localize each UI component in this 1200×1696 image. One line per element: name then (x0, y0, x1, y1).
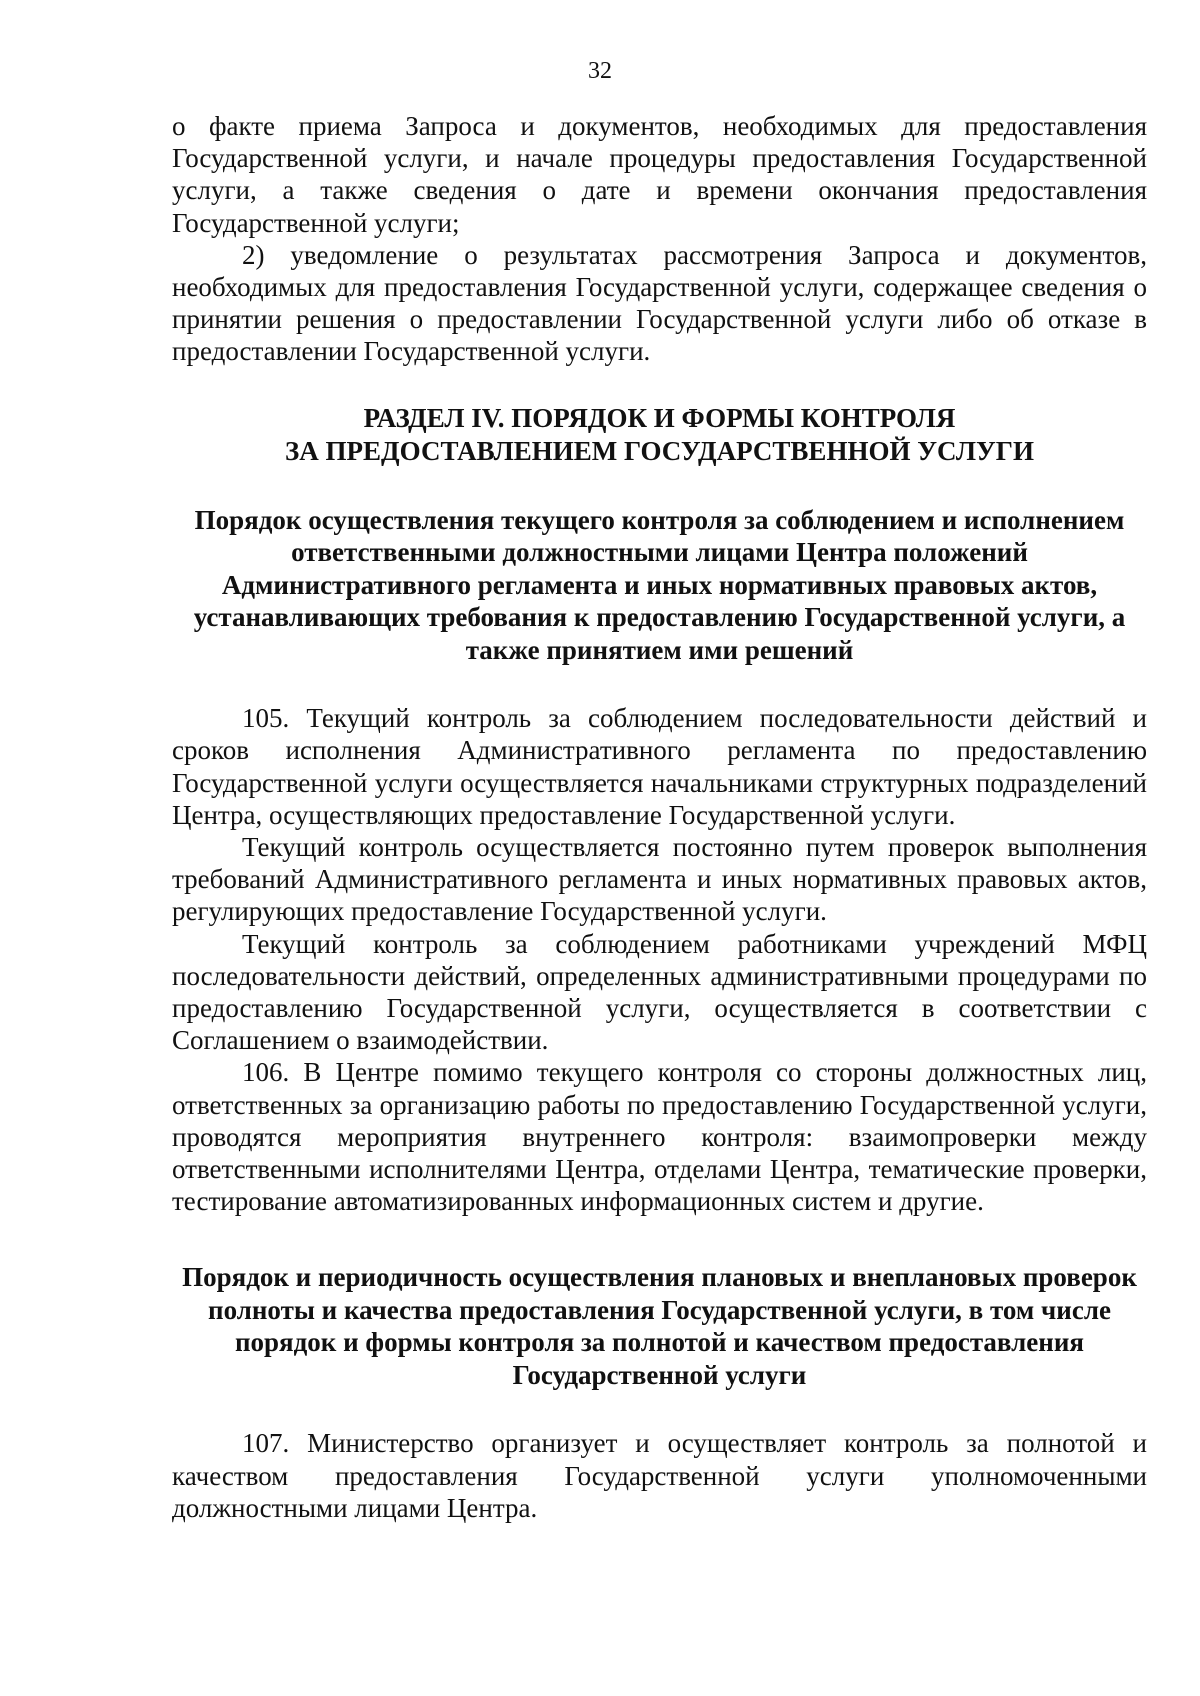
paragraph-107: 107. Министерство организует и осуществляет контроль за полнотой и качеством предоставления Государственной услуги уполномоченными должностными лицами Центра. (172, 1428, 1147, 1523)
section-title-line-2: ЗА ПРЕДОСТАВЛЕНИЕМ ГОСУДАРСТВЕННОЙ УСЛУГИ (285, 435, 1034, 466)
paragraph-105: 105. Текущий контроль за соблюдением последовательности действий и сроков исполнения Административного регламента по предоставлению Государственной услуги осуществляется начальниками структурных подразделений Центра, осуществляющих предоставление Государственной услуги. (172, 703, 1147, 830)
section-title (172, 402, 1147, 468)
subsection-title-inspections: Порядок и периодичность осуществления плановых и внеплановых проверок полноты и качества предоставления Государственной услуги, в том числе порядок и формы контроля за полнотой и качеством предоставления Государственной услуги (182, 1262, 1137, 1390)
document-body (172, 110, 1147, 1524)
paragraph-intro-continuation: о факте приема Запроса и документов, необходимых для предоставления Государственной услуги, и начале процедуры предоставления Государственной услуги, а также сведения о дате и времени окончания предоставления Государственной услуги; (172, 111, 1147, 238)
page-number: 32 (588, 58, 612, 84)
paragraph-106: 106. В Центре помимо текущего контроля со стороны должностных лиц, ответственных за организацию работы по предоставлению Государственной услуги, проводятся мероприятия внутреннего контроля: взаимопроверки между ответственными исполнителями Центра, отделами Центра, тематические проверки, тестирование автоматизированных информационных систем и другие. (172, 1057, 1147, 1217)
paragraph-105-continuous-control: Текущий контроль осуществляется постоянно путем проверок выполнения требований Административного регламента и иных нормативных правовых актов, регулирующих предоставление Государственной услуги. (172, 831, 1147, 927)
paragraph-105-mfc-control: Текущий контроль за соблюдением работниками учреждений МФЦ последовательности действий, определенных административными процедурами по предоставлению Государственной услуги, осуществляется в соответствии с Соглашением о взаимодействии. (172, 928, 1147, 1056)
subsection-title-current-control: Порядок осуществления текущего контроля за соблюдением и исполнением ответственными должностными лицами Центра положений Административного регламента и иных нормативных правовых актов, устанавливающих требования к предоставлению Государственной услуги, а также принятием ими решений (193, 504, 1126, 665)
section-title-line-1: РАЗДЕЛ IV. ПОРЯДОК И ФОРМЫ КОНТРОЛЯ (363, 402, 956, 433)
paragraph-notification-result: 2) уведомление о результатах рассмотрения Запроса и документов, необходимых для предоставления Государственной услуги, содержащее сведения о принятии решения о предоставлении Государственной услуги либо об отказе в предоставлении Государственной услуги. (172, 239, 1147, 367)
